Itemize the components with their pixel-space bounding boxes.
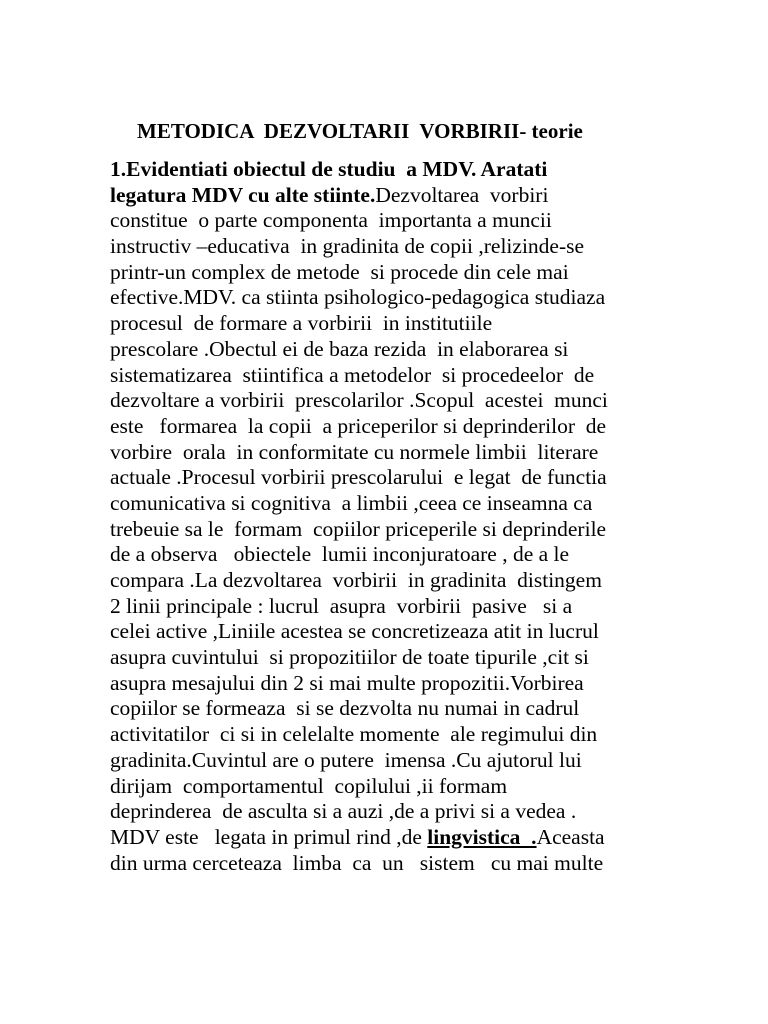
body-text-span: MDV este legata in primul rind ,de [110,824,428,849]
text-line [110,337,710,363]
body-text-span: constitue o parte componenta importanta a muncii [110,208,552,233]
text-line [110,517,710,543]
body-text-span: asupra mesajului din 2 si mai multe propozitii.Vorbirea [110,670,584,695]
text-line [110,363,710,389]
body-text-span: 2 linii principale : lucrul asupra vorbirii pasive si a [110,593,573,618]
text-line [110,568,710,594]
text-line [110,183,710,209]
text-line [110,285,710,311]
document-body [110,157,710,876]
body-text-span: procesul de formare a vorbirii in institutiile [110,311,493,336]
body-text-span: printr-un complex de metode si procede din cele mai [110,259,569,284]
text-line [110,774,710,800]
term-link-lingvistica[interactable]: lingvistica . [427,824,537,849]
body-text-span: prescolare .Obectul ei de baza rezida in elaborarea si [110,336,569,361]
body-text-span: de a observa obiectele lumii inconjuratoare , de a le [110,542,570,567]
text-line [110,208,710,234]
text-line [110,619,710,645]
text-line [110,671,710,697]
text-line [110,696,710,722]
text-line [110,414,710,440]
body-text-span: Aceasta [536,824,605,849]
body-text-span: dezvoltare a vorbirii prescolarilor .Scopul acestei munci [110,388,608,413]
body-text-span: este formarea la copii a priceperilor si deprinderilor de [110,413,607,438]
body-text-span: efective.MDV. ca stiinta psihologico-pedagogica studiaza [110,285,606,310]
text-line [110,234,710,260]
text-line [110,748,710,774]
text-line [110,465,710,491]
document-title: METODICA DEZVOLTARII VORBIRII- teorie [137,119,583,143]
body-text-span: activitatilor ci si in celelalte momente ale regimului din [110,722,598,747]
text-line [110,825,710,851]
body-text-span: dirijam comportamentul copilului ,ii formam [110,773,508,798]
body-text-span: copiilor se formeaza si se dezvolta nu numai in cadrul [110,696,580,721]
text-line [110,260,710,286]
text-line [110,388,710,414]
bold-heading-text: legatura MDV cu alte stiinte. [110,182,376,207]
text-line [110,722,710,748]
text-line [110,311,710,337]
body-text-span: deprinderea de asculta si a auzi ,de a privi si a vedea . [110,799,577,824]
body-text-span: Dezvoltarea vorbiri [375,182,549,207]
text-line [110,645,710,671]
bold-heading-text: 1.Evidentiati obiectul de studiu a MDV. Aratati [110,157,548,181]
body-text-span: instructiv –educativa in gradinita de copii ,relizinde-se [110,234,585,259]
body-text-span: compara .La dezvoltarea vorbirii in gradinita distingem [110,568,602,592]
text-line [110,491,710,517]
body-text-span: asupra cuvintului si propozitiilor de toate tipurile ,cit si [110,645,589,670]
text-line [110,851,710,877]
body-text-span: celei active ,Liniile acestea se concretizeaza atit in lucrul [110,619,599,644]
body-text-span: gradinita.Cuvintul are o putere imensa .Cu ajutorul lui [110,747,582,772]
text-line [110,594,710,620]
body-text-span: trebeuie sa le formam copiilor priceperile si deprinderile [110,516,607,541]
text-line [110,157,710,183]
body-text-span: sistematizarea stiintifica a metodelor si procedeelor de [110,362,595,387]
text-line [110,799,710,825]
text-line [110,542,710,568]
body-text-span: comunicativa si cognitiva a limbii ,ceea ce inseamna ca [110,490,593,515]
text-line [110,440,710,466]
body-text-span: din urma cerceteaza limba ca un sistem cu mai multe [110,850,604,875]
body-text-span: vorbire orala in conformitate cu normele limbii literare [110,439,599,464]
body-text-span: actuale .Procesul vorbirii prescolarului e legat de functia [110,465,607,490]
